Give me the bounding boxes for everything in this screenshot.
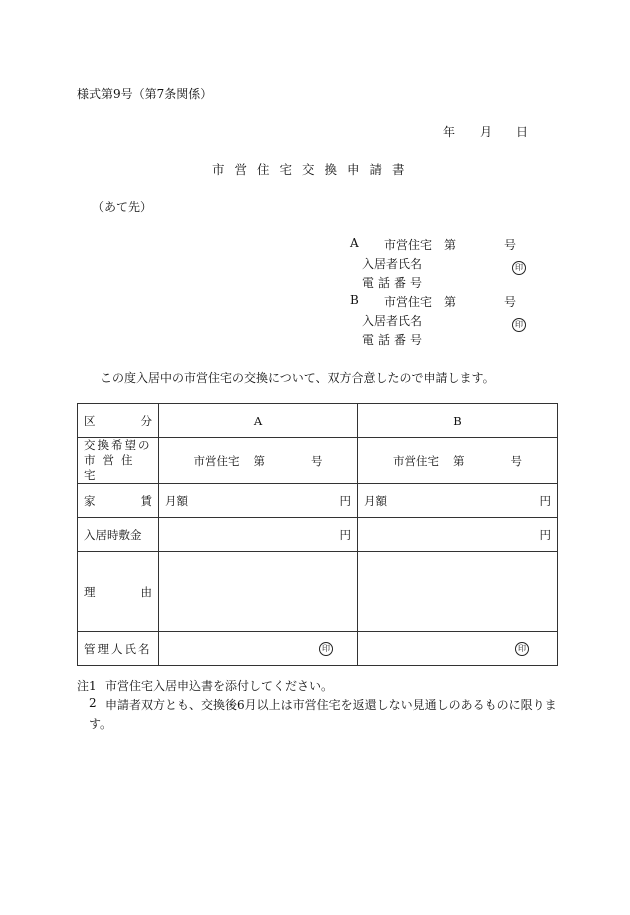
applicant-a-go: 号	[504, 238, 517, 252]
note-1-number: 注1	[77, 679, 97, 693]
applicant-b-phone-label: 電話番号	[362, 333, 427, 347]
date-day: 日	[516, 125, 529, 139]
manager-b-seal-icon: 印	[515, 642, 529, 656]
applicant-a-letter: A	[350, 236, 359, 250]
reason-row	[78, 552, 558, 632]
note-2-text-line2: す。	[89, 717, 113, 731]
exchange-table	[77, 403, 558, 666]
applicant-a-phone-label: 電話番号	[362, 276, 427, 290]
table-header-row	[78, 404, 558, 438]
col-a-header: A	[159, 404, 358, 438]
manager-row	[78, 632, 558, 666]
col-b-header: B	[358, 404, 558, 438]
applicant-b-name-label: 入居者氏名	[362, 314, 423, 328]
deposit-row	[78, 518, 558, 552]
rent-a[interactable]: 月額 円	[159, 484, 358, 518]
deposit-label: 入居時敷金	[78, 518, 159, 552]
statement: この度入居中の市営住宅の交換について、双方合意したので申請します。	[100, 371, 495, 385]
page-title: 市営住宅交換申請書	[212, 162, 415, 177]
addressee: （あて先）	[92, 200, 153, 214]
manager-label: 管理人氏名	[78, 632, 159, 666]
date-month: 月	[480, 125, 493, 139]
rent-label-cell: 家 賃	[78, 484, 159, 518]
date-year: 年	[443, 125, 456, 139]
category-label-cell	[78, 404, 159, 438]
applicant-a-dai: 第	[444, 238, 457, 252]
applicant-b-housing-label: 市営住宅	[384, 295, 433, 309]
rent-row	[78, 484, 558, 518]
reason-a[interactable]	[159, 552, 358, 632]
desired-housing-a[interactable]: 市営住宅 第 号	[159, 438, 358, 484]
reason-b[interactable]	[358, 552, 558, 632]
form-number: 様式第9号（第7条関係）	[77, 87, 213, 101]
desired-housing-label: 交換希望の 市営住宅	[78, 438, 159, 484]
reason-label-cell: 理 由	[78, 552, 159, 632]
manager-b[interactable]	[358, 632, 558, 666]
manager-a-seal-icon: 印	[319, 642, 333, 656]
note-1-text: 市営住宅入居申込書を添付してください。	[105, 679, 334, 693]
manager-a[interactable]	[159, 632, 358, 666]
applicant-b-seal-icon: 印	[512, 318, 526, 332]
applicant-a-name-label: 入居者氏名	[362, 257, 423, 271]
applicant-a-housing-label: 市営住宅	[384, 238, 433, 252]
applicant-b-letter: B	[350, 293, 359, 307]
applicant-b-go: 号	[504, 295, 517, 309]
note-2-text-line1: 申請者双方とも、交換後6月以上は市営住宅を返還しない見通しのあるものに限りま	[105, 698, 557, 712]
desired-housing-row	[78, 438, 558, 484]
deposit-a[interactable]: 円	[159, 518, 358, 552]
category-label: 区 分	[84, 413, 152, 428]
deposit-b[interactable]: 円	[358, 518, 558, 552]
rent-b[interactable]: 月額 円	[358, 484, 558, 518]
desired-housing-b[interactable]: 市営住宅 第 号	[358, 438, 558, 484]
applicant-b-dai: 第	[444, 295, 457, 309]
applicant-a-seal-icon: 印	[512, 261, 526, 275]
note-2-number: 2	[89, 696, 97, 710]
